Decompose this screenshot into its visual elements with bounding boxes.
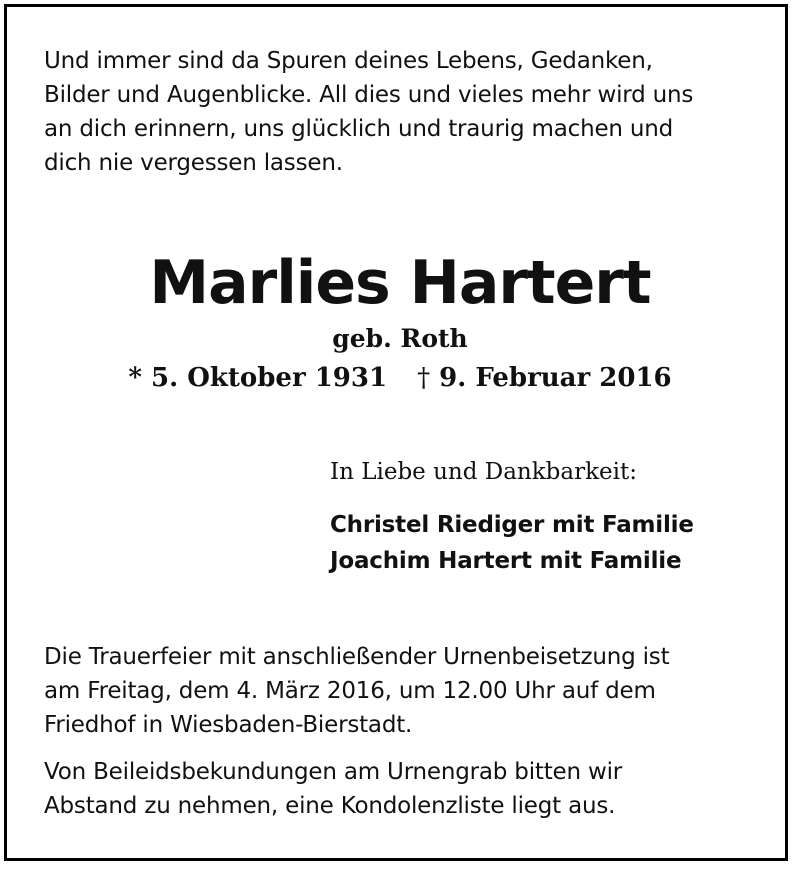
death-date: 9. Februar 2016 (439, 363, 672, 393)
birth-date: * 5. Oktober 1931 (128, 363, 388, 393)
ceremony-line: Die Trauerfeier mit anschließender Urnenbeisetzung ist (44, 644, 670, 670)
deceased-name: Marlies Hartert (149, 248, 651, 318)
mourners-heading: In Liebe und Dankbarkeit: (330, 459, 637, 485)
intro-line: an dich erinnern, uns glücklich und traurig machen und (44, 116, 674, 142)
condolence-line: Abstand zu nehmen, eine Kondolenzliste liegt aus. (44, 793, 616, 819)
mourner-family: Christel Riediger mit Familie (330, 512, 694, 538)
intro-line: dich nie vergessen lassen. (44, 150, 343, 176)
intro-line: Bilder und Augenblicke. All dies und vieles mehr wird uns (44, 82, 694, 108)
life-dates (0, 360, 800, 396)
ceremony-line: am Freitag, dem 4. März 2016, um 12.00 Uhr auf dem (44, 678, 656, 704)
ceremony-text (44, 640, 759, 742)
condolence-line: Von Beileidsbekundungen am Urnengrab bitten wir (44, 759, 623, 785)
condolence-text (44, 755, 759, 823)
mourner-family: Joachim Hartert mit Familie (330, 548, 682, 574)
intro-text (44, 44, 759, 180)
intro-line: Und immer sind da Spuren deines Lebens, Gedanken, (44, 48, 653, 74)
birth-name: geb. Roth (332, 324, 468, 353)
cross-icon: † (417, 363, 431, 393)
ceremony-line: Friedhof in Wiesbaden-Bierstadt. (44, 712, 413, 738)
